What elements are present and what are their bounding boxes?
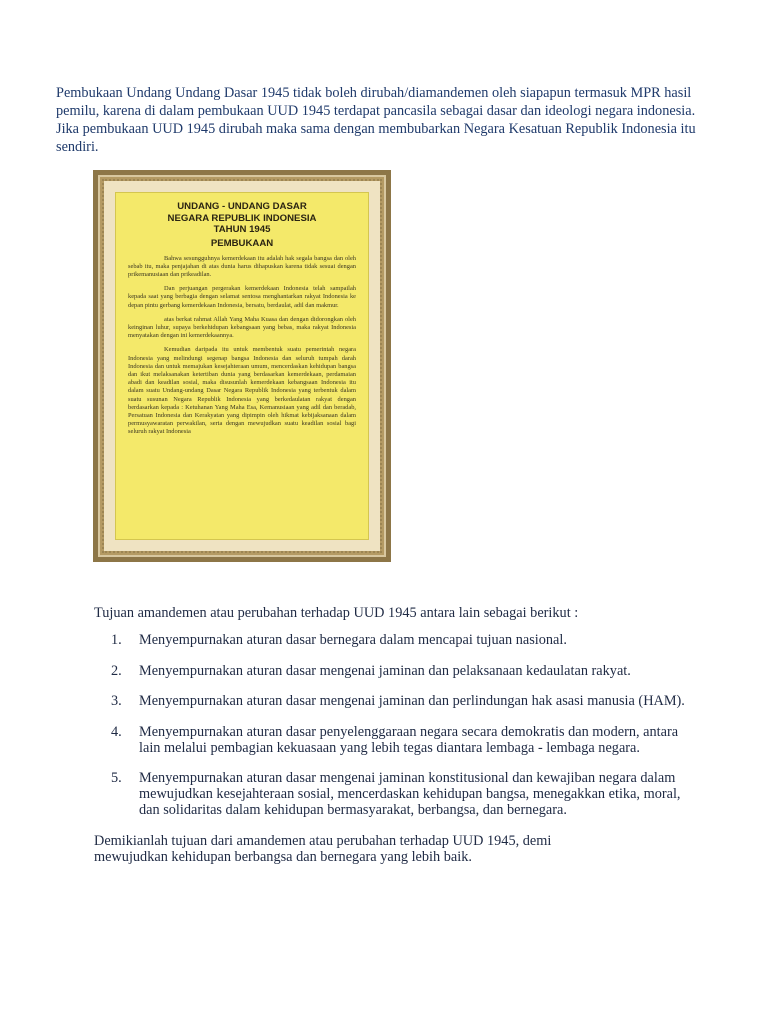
list-item-number: 1. — [111, 632, 122, 648]
list-item-text: Menyempurnakan aturan dasar mengenai jaminan dan perlindungan hak asasi manusia (HAM). — [139, 693, 685, 709]
list-item-number: 3. — [111, 693, 122, 709]
document-heading-line: TAHUN 1945 — [213, 224, 271, 235]
document-paragraph: Bahwa sesungguhnya kemerdekaan itu adalah hak segala bangsa dan oleh sebab itu, maka penjajahan di atas dunia harus dihapuskan karena tidak sesuai dengan prikemanusiaan dan prikeadilan. — [128, 254, 356, 278]
list-item — [111, 724, 691, 756]
document-paragraph: Dan perjuangan pergerakan kemerdekaan Indonesia telah sampailah kepada saat yang berbagia dengan selamat sentosa menghantarkan rakyat Indonesia ke depan pintu gerbang kemerdekaan Indonesia, bersatu, berdaulat, adil dan makmur. — [128, 285, 356, 309]
closing-paragraph: Demikianlah tujuan dari amandemen atau perubahan terhadap UUD 1945, demi mewujudkan kehidupan berbangsa dan bernegara yang lebih baik. — [94, 833, 552, 865]
document-paragraph: atas berkat rahmat Allah Yang Maha Kuasa dan dengan didorongkan oleh keinginan luhur, supaya berkehidupan kebangsaan yang bebas, maka rakyat Indonesia menyatakan dengan ini kemerdekaannya. — [128, 315, 356, 340]
list-item-text: Menyempurnakan aturan dasar penyelenggaraan negara secara demokratis dan modern, antara lain melalui pembagian kekuasaan yang lebih tegas diantara lembaga - lembaga negara. — [139, 723, 679, 756]
list-item-number: 5. — [111, 770, 122, 786]
list-item-number: 2. — [111, 662, 122, 679]
document-heading-line: NEGARA REPUBLIK INDONESIA — [167, 212, 317, 224]
list-item — [111, 663, 691, 679]
list-item-text: Menyempurnakan aturan dasar mengenai jaminan konstitusional dan kewajiban negara dalam mewujudkan kesejahteraan sosial, mencerdaskan kehidupan bangsa, menegakkan etika, moral, dan solidaritas dalam kehidupan bermasyarakat, berbangsa, dan bernegara. — [139, 770, 681, 818]
intro-paragraph: Pembukaan Undang Undang Dasar 1945 tidak boleh dirubah/diamandemen oleh siapapun termasuk MPR hasil pemilu, karena di dalam pembukaan UUD 1945 terdapat pancasila sebagai dasar dan ideologi negara indonesia. Jika pembukaan UUD 1945 dirubah maka sama dengan membubarkan Negara Kesatuan Republik Indonesia itu sendiri. — [56, 85, 696, 155]
list-item-number: 4. — [111, 723, 122, 740]
document-image-frame — [93, 170, 391, 562]
list-item — [111, 770, 691, 818]
list-item-text: Menyempurnakan aturan dasar bernegara dalam mencapai tujuan nasional. — [139, 632, 567, 648]
list-item — [111, 693, 691, 709]
document-heading-line: UNDANG - UNDANG DASAR — [177, 201, 307, 212]
list-intro: Tujuan amandemen atau perubahan terhadap UUD 1945 antara lain sebagai berikut : — [94, 605, 579, 621]
document-parchment — [115, 192, 369, 540]
amendment-goals-list — [111, 632, 691, 833]
list-item-text: Menyempurnakan aturan dasar mengenai jaminan dan pelaksanaan kedaulatan rakyat. — [139, 662, 631, 679]
document-subheading: PEMBUKAAN — [210, 237, 274, 249]
document-paragraph: Kemudian daripada itu untuk membentuk suatu pemerintah negara Indonesia yang melindungi segenap bangsa Indonesia dan seluruh tumpah darah Indonesia dan untuk memajukan kesejahteraan umum, mencerdaskan kehidupan bangsa dan ikut melaksanakan ketertiban dunia yang berdasarkan kemerdekaan, perdamaian abadi dan keadilan sosial, maka disusunlah kemerdekaan kebangsaan Indonesia itu dalam suatu Undang-undang Dasar Negara Republik Indonesia yang terbentuk dalam suatu susunan Negara Republik Indonesia yang berkedaulatan rakyat dengan berdasarkan kepada : Ketuhanan Yang Maha Esa, Kemanusiaan yang adil dan beradab, Persatuan Indonesia dan Kerakyatan yang dipimpin oleh hikmat kebijaksanaan dalam permusyawaratan perwakilan, serta dengan mewujudkan suatu keadilan sosial bagi seluruh rakyat Indonesia — [128, 346, 356, 436]
list-item — [111, 632, 691, 648]
